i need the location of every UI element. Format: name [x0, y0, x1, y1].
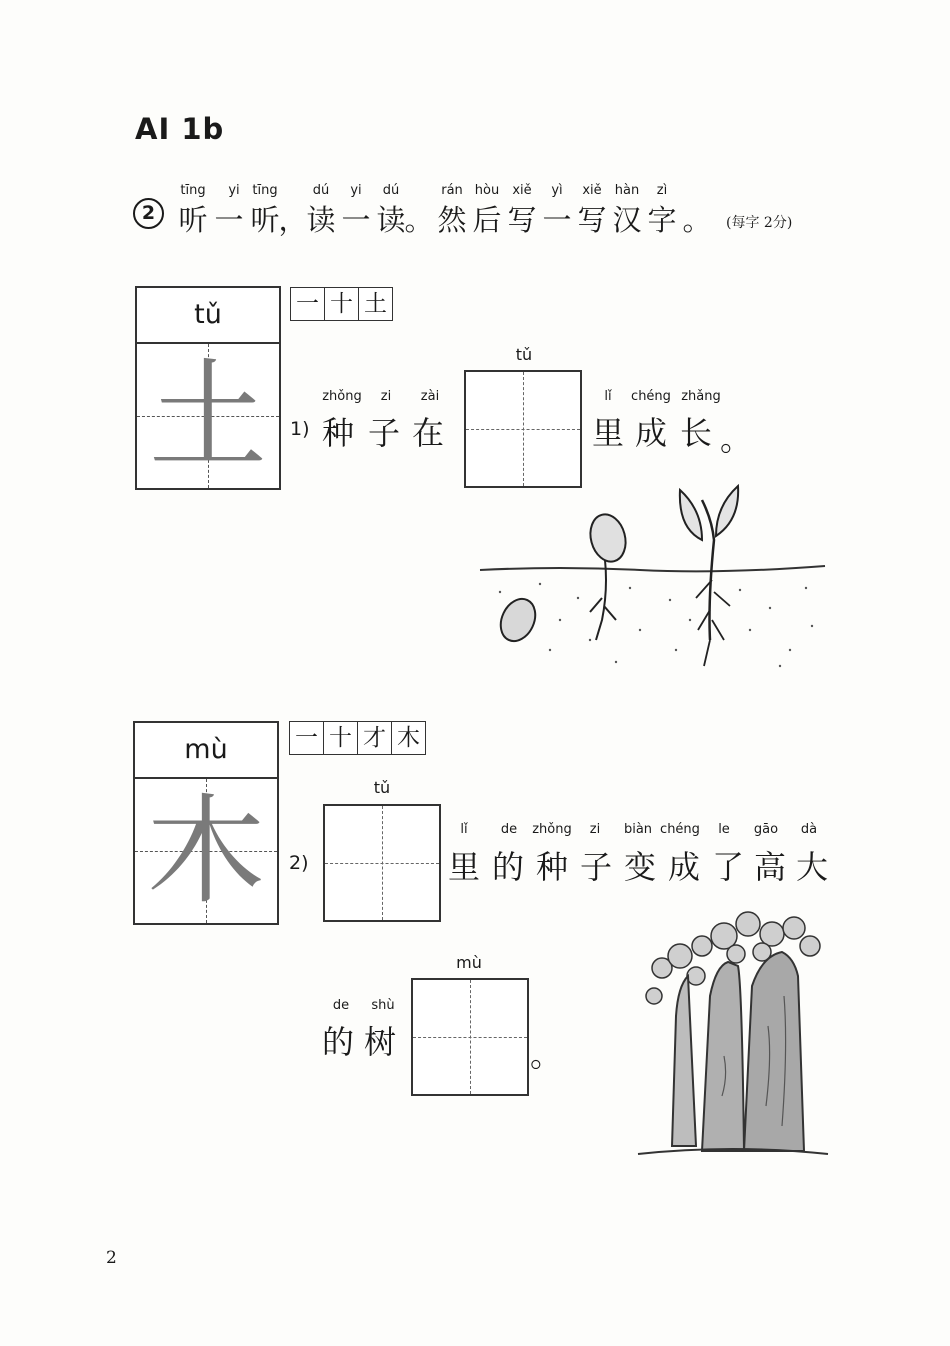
instruction-pinyin: dú — [312, 183, 330, 198]
sentence-label: 2) — [289, 852, 309, 874]
answer-box-1[interactable] — [464, 370, 582, 488]
instruction-pinyin: yi — [350, 183, 362, 198]
stroke-order-tu — [290, 287, 393, 321]
instruction-char: 字 — [647, 203, 677, 237]
sentence-punct: 。 — [720, 420, 753, 458]
character-card-tu — [135, 286, 281, 490]
instruction-char: 听 — [178, 203, 208, 237]
sentence-pinyin: dà — [800, 822, 818, 837]
sentence-pinyin: zhǎng — [681, 389, 721, 404]
sentence-char: 子 — [368, 414, 401, 452]
sentence-pinyin: chéng — [631, 389, 671, 404]
instruction-char: 读 — [376, 203, 406, 237]
instruction-punct: ， — [278, 203, 308, 237]
instruction-char: 读 — [306, 203, 336, 237]
instruction-char: 后 — [472, 203, 502, 237]
instruction-char: 然 — [437, 203, 467, 237]
stroke-order-mu — [289, 721, 426, 755]
sentence-pinyin: zhǒng — [532, 822, 572, 837]
instruction-pinyin: rán — [441, 183, 463, 198]
instruction-char: 一 — [341, 203, 371, 237]
page-number: 2 — [106, 1248, 117, 1268]
instruction-punct: 。 — [682, 203, 712, 237]
lesson-code: AI 1b — [135, 112, 225, 146]
sentence-pinyin: de — [500, 822, 518, 837]
instruction-char: 汉 — [612, 203, 642, 237]
instruction-pinyin: dú — [382, 183, 400, 198]
sentence-char: 变 — [624, 848, 657, 886]
sentence-char: 在 — [412, 414, 445, 452]
instruction-pinyin: xiě — [582, 183, 602, 198]
exercise-number: 2 — [133, 198, 164, 229]
sentence-char: 种 — [536, 848, 569, 886]
answer-box-3[interactable] — [411, 978, 529, 1096]
sentence-char: 高 — [754, 848, 787, 886]
sentence-pinyin: lǐ — [604, 389, 612, 404]
sentence-pinyin: lǐ — [460, 822, 468, 837]
instruction-char: 听 — [250, 203, 280, 237]
sentence-pinyin: biàn — [623, 822, 653, 837]
stroke-step: 十 — [325, 288, 359, 320]
card-grid — [135, 779, 277, 923]
model-character: 木 — [146, 782, 265, 920]
stroke-step: 木 — [397, 725, 420, 751]
instruction-punct: 。 — [404, 203, 434, 237]
sentence-char: 里 — [592, 414, 625, 452]
instruction-pinyin: yi — [228, 183, 240, 198]
instruction-pinyin: tīng — [180, 183, 206, 198]
answer-box-2[interactable] — [323, 804, 441, 922]
trees-illustration — [632, 906, 834, 1168]
card-grid — [137, 344, 279, 488]
sentence-pinyin: zài — [420, 389, 440, 404]
stroke-step: 一 — [291, 288, 325, 320]
sentence-pinyin: le — [718, 822, 730, 837]
answer-pinyin: tǔ — [373, 778, 391, 797]
instruction-pinyin: zì — [656, 183, 668, 198]
instruction-pinyin: tīng — [252, 183, 278, 198]
stroke-step: 十 — [324, 722, 358, 754]
sprouting-seed-illustration — [440, 480, 830, 680]
sentence-pinyin: gāo — [753, 822, 779, 837]
sentence-pinyin: chéng — [660, 822, 700, 837]
sentence-char: 了 — [712, 848, 745, 886]
sentence-char: 的 — [492, 848, 525, 886]
sentence-char: 种 — [322, 414, 355, 452]
sentence-char: 子 — [580, 848, 613, 886]
instruction-char: 一 — [214, 203, 244, 237]
score-note: (每字 2分) — [726, 215, 793, 231]
sentence-pinyin: de — [332, 998, 350, 1013]
instruction-char: 一 — [542, 203, 572, 237]
stroke-step: 一 — [290, 722, 324, 754]
instruction-char: 写 — [507, 203, 537, 237]
sentence-pinyin: zhǒng — [322, 389, 362, 404]
card-pinyin: tǔ — [137, 288, 279, 344]
sentence-char: 大 — [796, 848, 829, 886]
answer-pinyin: mù — [456, 953, 482, 972]
model-character: 土 — [148, 347, 267, 485]
instruction-pinyin: yì — [551, 183, 563, 198]
instruction-pinyin: xiě — [512, 183, 532, 198]
sentence-punct: 。 — [530, 1036, 563, 1074]
instruction-pinyin: hàn — [614, 183, 640, 198]
sentence-char: 成 — [635, 414, 668, 452]
stroke-step: 土 — [364, 291, 387, 317]
card-pinyin: mù — [135, 723, 277, 779]
sentence-char: 的 — [322, 1023, 355, 1061]
sentence-label: 1) — [290, 418, 310, 440]
sentence-pinyin: zi — [589, 822, 601, 837]
instruction-char: 写 — [577, 203, 607, 237]
answer-pinyin: tǔ — [515, 345, 533, 364]
instruction-pinyin: hòu — [474, 183, 500, 198]
sentence-pinyin: shù — [371, 998, 395, 1013]
sentence-char: 里 — [448, 848, 481, 886]
sentence-char: 成 — [668, 848, 701, 886]
sentence-char: 树 — [364, 1023, 397, 1061]
sentence-pinyin: zi — [380, 389, 392, 404]
character-card-mu — [133, 721, 279, 925]
sentence-char: 长 — [680, 414, 713, 452]
stroke-step: 才 — [358, 722, 392, 754]
